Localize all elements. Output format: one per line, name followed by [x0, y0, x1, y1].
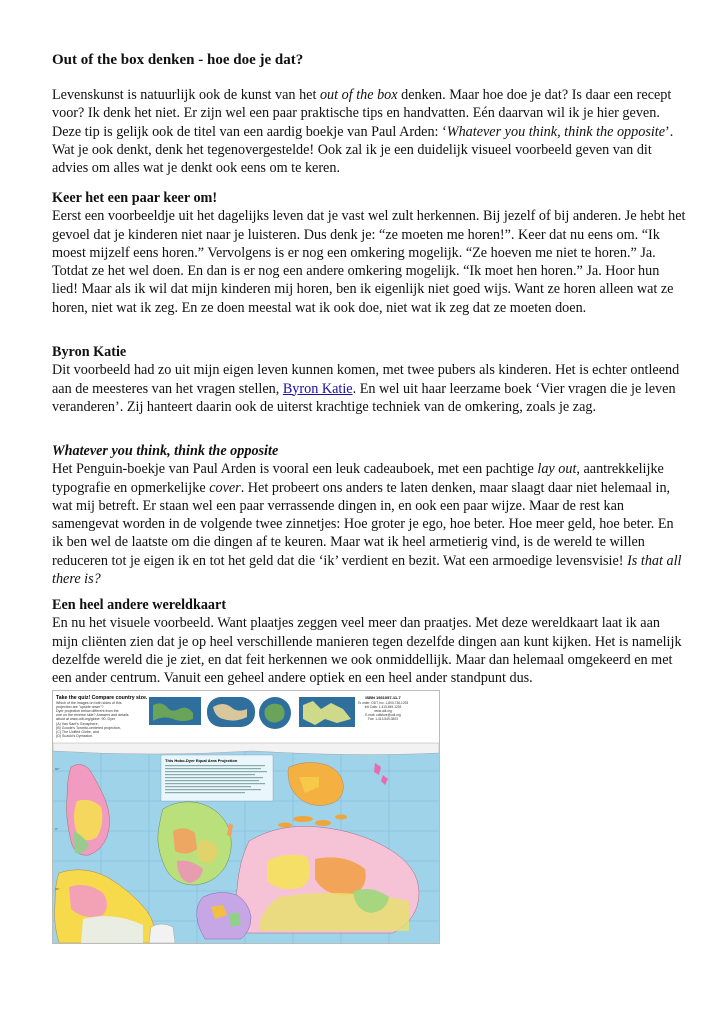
isbn-label: ISBN 1931057-11-7 — [365, 695, 401, 700]
quiz-title: Take the quiz! Compare country size. — [56, 695, 148, 701]
section-text: Dit voorbeeld had zo uit mijn eigen leven kunnen komen, met twee pubers als kinderen. Het is echter ontleend aan de meesteres van het vragen stellen, — [52, 362, 680, 397]
section-whatever — [52, 442, 688, 588]
quiz-line: (B) Goode's Toronto-centered projection, — [56, 726, 121, 730]
byron-katie-link[interactable]: Byron Katie — [282, 380, 353, 397]
publisher-line: Fax: 1-413-549-3503 — [368, 717, 398, 721]
section-wereldkaart — [52, 596, 688, 687]
section-keer-om — [52, 189, 688, 317]
section-text: . Het probeert ons anders te laten denken, maar slaagt daar niet helemaal in, wat mij betreft. Er staan wel een paar verrassende dingen in, en ook een paar wijze. Maar de rest kan samengevat worden in de volgende twee zinnetjes: Hoe groter je ego, hoe beter. Hoe meer geld, hoe beter. En ik ben wel de laatste om die dingen af te keuren. Maar wat ik heel armetierig vind, is de wereld te willen reduceren tot je eigen ik en tot het geld dat die ‘ik’ verdient en bezit. Wat een armoedige levensvisie! — [52, 479, 674, 569]
page-title: Out of the box denken - hoe doe je dat? — [52, 52, 304, 68]
section-text: , aantrekkelijke typografie en opmerkelijke — [52, 461, 664, 496]
section-text: En nu het visuele voorbeeld. Want plaatjes zeggen veel meer dan praatjes. Met deze wereldkaart laat ik aan mijn cliënten zien dat je op heel verschillende manieren tegen dezelfde dingen aan kunt kijken. Het is namelijk dezelfde wereld die je ziet, en dat feit herkennen we ook onmiddellijk. Maar dan helemaal omgekeerd en met een ander centrum. Vanuit een geheel andere optiek en een heel ander standpunt dus. — [52, 615, 682, 687]
emphasis: cover — [209, 479, 241, 496]
emphasis: Is that all there is? — [52, 552, 682, 588]
section-heading: Whatever you think, think the opposite — [52, 443, 279, 459]
map-heading: This Hobo-Dyer Equal Area Projection — [165, 758, 238, 763]
world-map-image — [52, 690, 440, 944]
emphasis: lay out — [537, 461, 577, 478]
publisher-line: E-mail: odtstore@odt.org — [365, 713, 401, 717]
publisher-line: www.odt.org — [374, 709, 392, 713]
quiz-line: (D) Suzuki's Dymaxion. — [56, 734, 94, 738]
quiz-line: Which of the images on both sides of this — [56, 701, 122, 705]
text-run: ’. Wat je ook denkt, denk het tegenovergestelde! Ook zal ik je een duidelijk visueel voorbeeld geven van dit advies om alles wat je denkt ook eens om te keren. — [52, 123, 674, 177]
section-text: Eerst een voorbeeldje uit het dagelijks leven dat je vast wel zult herkennen. Bij jezelf of bij anderen. Je hebt het gevoel dat je kinderen niet naar je luisteren. Dus denk je: “ze moeten me horen!”. Keer dat nu eens om. “Ik moest mijzelf eens horen.” Vervolgens is er nog een omkering mogelijk. “Ze hoeven me niet te horen.” Ja. Totdat ze het wel doen. En dan is er nog een andere omkering mogelijk. “Ik moet hen horen.” Ja. Hoor hun lied! Maar als ik wil dat mijn kinderen mij horen, ben ik eigenlijk niet goed wijs. Want ze horen alleen wat ze horen, niet wat ik zeg. En ze doen meestal wat ik ook doe, niet wat ik zeg dat ze moeten doen. — [52, 208, 686, 316]
emphasis: out of the box — [319, 87, 398, 103]
quiz-line: (C) The Unified Globe, and — [56, 730, 99, 734]
section-heading: Keer het een paar keer om! — [52, 190, 218, 206]
quiz-line: (A) Van Sant's Geosphere, — [56, 722, 99, 726]
quiz-line: one on the reverse side? Answers and details — [56, 713, 129, 717]
section-text: Het Penguin-boekje van Paul Arden is vooral een leuk cadeauboek, met een pachtige — [52, 461, 538, 478]
svg-text:0°: 0° — [55, 827, 58, 831]
publisher-line: Intl Calls: 1-413-549-1293 — [364, 705, 402, 709]
quiz-line: projection are "upside down"? — [56, 705, 104, 709]
text-run: Levenskunst is natuurlijk ook de kunst van het — [52, 87, 320, 103]
section-heading: Een heel andere wereldkaart — [52, 597, 227, 613]
quiz-line: about at www.odt.org/globe: 90. Dyer — [56, 717, 116, 721]
emphasis: Whatever you think, think the opposite — [446, 123, 666, 140]
svg-text:60°: 60° — [55, 767, 60, 771]
section-text: . En wel uit haar leerzame boek ‘Vier vragen die je leven veranderen’. Zij hanteert daarin ook de uiterst krachtige techniek van de omkering, zoals je zag. — [52, 380, 676, 415]
quiz-line: Dyer projection below different from the — [56, 709, 119, 713]
svg-text:30°: 30° — [55, 887, 60, 891]
section-heading: Byron Katie — [52, 344, 127, 360]
upside-down-world-map — [53, 691, 439, 943]
section-byron-katie — [52, 343, 688, 416]
intro-paragraph — [52, 86, 688, 177]
publisher-line: To order: ODT, Inc. 1-800-736-1293 — [357, 701, 409, 705]
text-run: denken. Maar hoe doe je dat? Is daar een recept voor? Ik denk het niet. Er zijn wel een paar praktische tips en handvatten. Eén daarvan wil ik je hier geven. Deze tip is gelijk ook de titel van een aardig boekje van Paul Arden: ‘ — [52, 87, 672, 140]
greenland — [149, 924, 175, 943]
